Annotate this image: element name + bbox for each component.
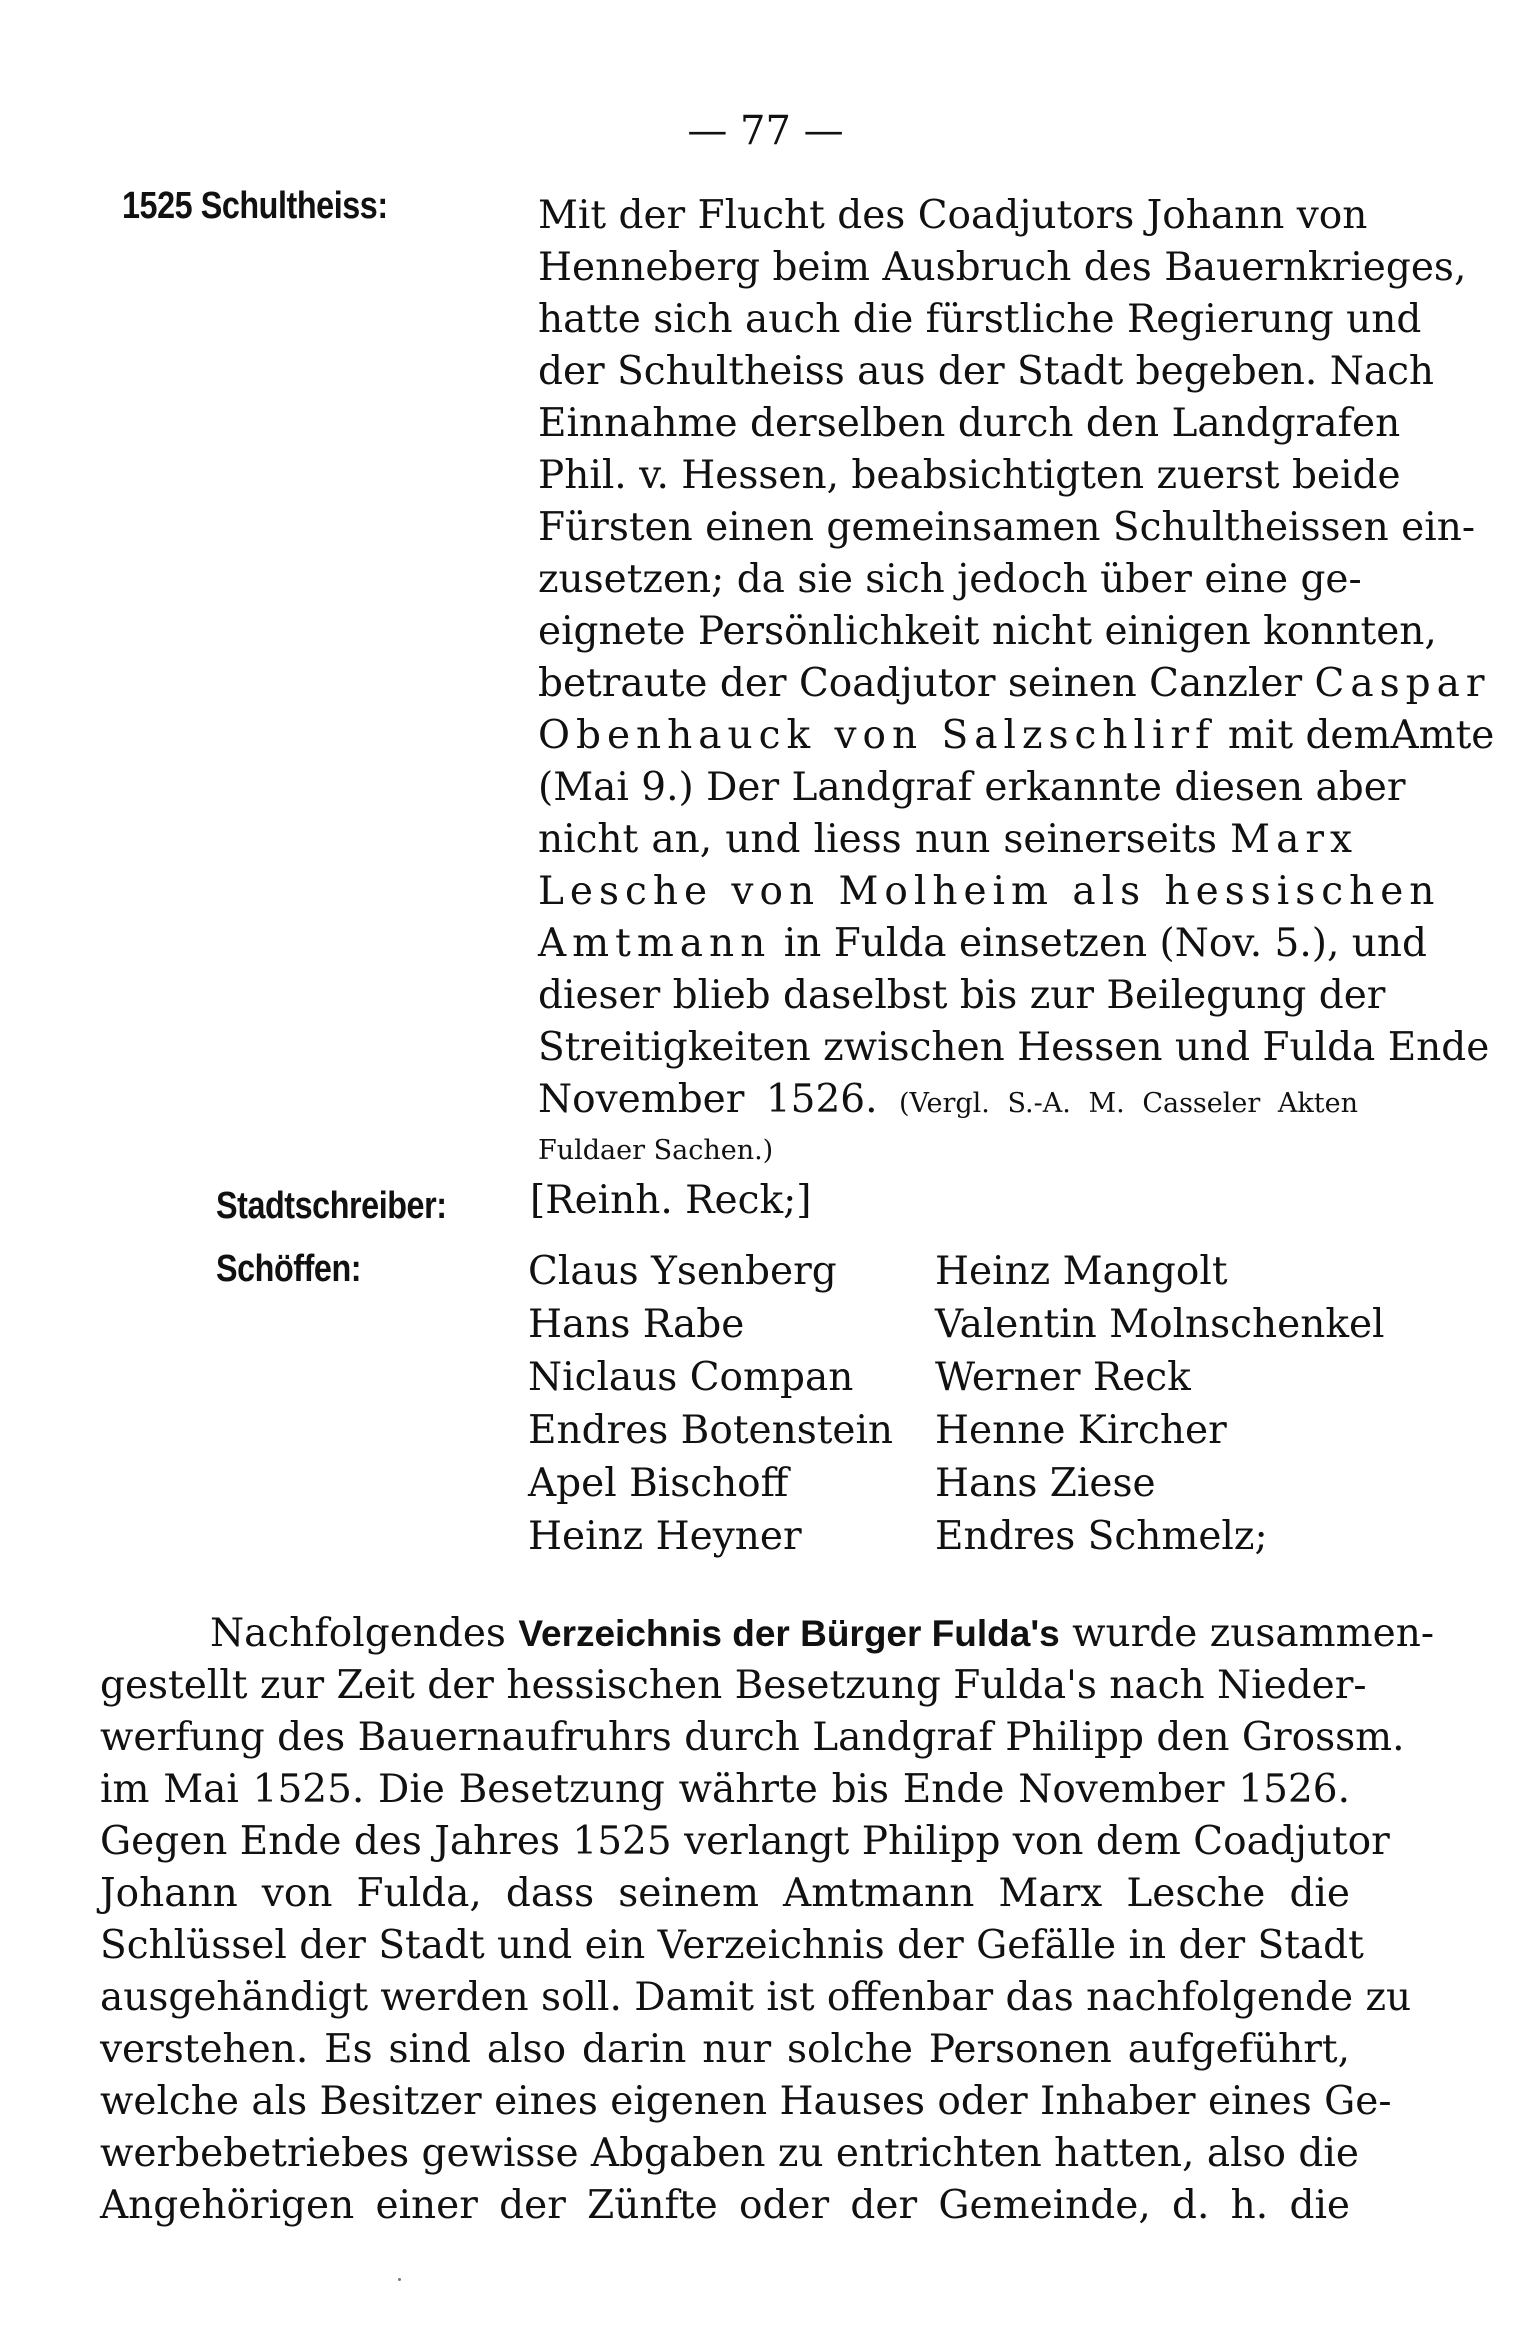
spaced-name: Marx (1230, 817, 1358, 862)
list-item: Heinz Mangolt (935, 1249, 1228, 1294)
text-line: Angehörigen einer der Zünfte oder der Gemeinde, d. h. die (100, 2183, 1350, 2228)
list-item: Hans Rabe (528, 1302, 745, 1347)
list-item: Apel Bischoff (528, 1461, 789, 1506)
schoeffen-list-right (935, 1245, 1385, 1563)
text-line: gestellt zur Zeit der hessischen Besetzung Fulda's nach Nieder- (100, 1663, 1367, 1708)
text-line: eignete Persönlichkeit nicht einigen konnten, (538, 609, 1437, 654)
text-line: im Mai 1525. Die Besetzung währte bis Ende November 1526. (100, 1767, 1350, 1812)
spaced-name: Caspar (1314, 661, 1491, 706)
list-item: Werner Reck (935, 1355, 1191, 1400)
text-segment: betraute der Coadjutor seinen Canzler (538, 661, 1303, 706)
stadtschreiber-name: [Reinh. Reck;] (530, 1178, 812, 1223)
schoeffen-list-left (528, 1245, 893, 1563)
text-line (538, 918, 1427, 970)
list-item: Henne Kircher (935, 1408, 1227, 1453)
text-segment: in Fulda einsetzen (Nov. 5.), und (783, 921, 1427, 966)
entry-heading-schoeffen: Schöffen: (216, 1248, 362, 1290)
explanatory-paragraph (100, 1608, 1434, 2232)
text-line: werbebetriebes gewisse Abgaben zu entrichten hatten, also die (100, 2131, 1359, 2176)
text-line (100, 1608, 1434, 1660)
entry-heading-schultheiss: 1525 Schultheiss: (122, 185, 388, 227)
text-line: ausgehändigt werden soll. Damit ist offenbar das nachfolgende zu (100, 1975, 1412, 2020)
text-line (538, 866, 1441, 918)
text-line: welche als Besitzer eines eigenen Hauses oder Inhaber eines Ge- (100, 2079, 1392, 2124)
text-segment: November 1526. (538, 1077, 878, 1122)
text-segment: Nachfolgendes (210, 1611, 506, 1656)
citation-line: Fuldaer Sachen.) (538, 1135, 774, 1166)
list-item: Valentin Molnschenkel (935, 1302, 1385, 1347)
list-item: Heinz Heyner (528, 1514, 802, 1559)
list-item: Endres Schmelz; (935, 1514, 1268, 1559)
text-line: Gegen Ende des Jahres 1525 verlangt Philipp von dem Coadjutor (100, 1819, 1390, 1864)
entry-heading-stadtschreiber: Stadtschreiber: (216, 1185, 447, 1227)
text-segment: wurde zusammen- (1072, 1611, 1434, 1656)
text-segment: mit demAmte (1227, 713, 1495, 758)
text-line: Schlüssel der Stadt und ein Verzeichnis der Gefälle in der Stadt (100, 1923, 1364, 1968)
schultheiss-text (538, 190, 1495, 1176)
list-item: Endres Botenstein (528, 1408, 894, 1453)
text-line: Johann von Fulda, dass seinem Amtmann Marx Lesche die (100, 1871, 1350, 1916)
page-number: — 77 — (687, 108, 844, 154)
speck-mark (398, 2278, 401, 2281)
text-line: verstehen. Es sind also darin nur solche Personen aufgeführt, (100, 2027, 1350, 2072)
text-line: werfung des Bauernaufruhrs durch Landgraf Philipp den Grossm. (100, 1715, 1405, 1760)
bold-phrase: Verzeichnis der Bürger Fulda's (518, 1613, 1060, 1654)
text-line (538, 814, 1358, 866)
text-line: zusetzen; da sie sich jedoch über eine ge- (538, 557, 1362, 602)
text-line: Phil. v. Hessen, beabsichtigten zuerst beide (538, 453, 1401, 498)
text-line: der Schultheiss aus der Stadt begeben. Nach (538, 349, 1435, 394)
text-line: (Mai 9.) Der Landgraf erkannte diesen aber (538, 765, 1406, 810)
text-line: Henneberg beim Ausbruch des Bauernkrieges, (538, 245, 1467, 290)
text-line (538, 710, 1495, 762)
list-item: Claus Ysenberg (528, 1249, 837, 1294)
text-segment: nicht an, und liess nun seinerseits (538, 817, 1218, 862)
text-line: Einnahme derselben durch den Landgrafen (538, 401, 1401, 446)
text-line: Fürsten einen gemeinsamen Schultheissen ein- (538, 505, 1475, 550)
text-line: hatte sich auch die fürstliche Regierung und (538, 297, 1422, 342)
list-item: Hans Ziese (935, 1461, 1156, 1506)
text-line (538, 1074, 1358, 1126)
text-line: Mit der Flucht des Coadjutors Johann von (538, 193, 1368, 238)
list-item: Niclaus Compan (528, 1355, 854, 1400)
citation: (Vergl. S.-A. M. Casseler Akten (898, 1088, 1358, 1119)
spaced-name: Obenhauck von Salzschlirf (538, 713, 1216, 758)
text-line: Streitigkeiten zwischen Hessen und Fulda Ende (538, 1025, 1490, 1070)
spaced-name: Lesche von Molheim als hessischen (538, 869, 1441, 914)
text-line: dieser blieb daselbst bis zur Beilegung der (538, 973, 1386, 1018)
text-line (538, 658, 1491, 710)
spaced-name: Amtmann (538, 921, 772, 966)
